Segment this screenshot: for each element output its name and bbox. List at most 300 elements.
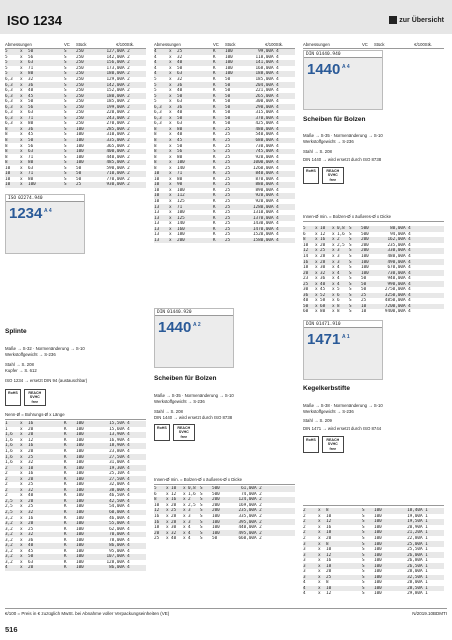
table-cell: 20 [326,536,332,541]
table-cell: 2 [188,497,191,503]
table-cell: 80 [28,71,34,77]
table-cell: 6,3 [154,115,162,121]
table-cell: x [20,493,23,499]
table-cell: 25 [225,237,231,243]
table-cell: 3,2 [5,515,13,521]
table-row [5,465,146,471]
table-cell: S [362,558,365,564]
table-cell: 5 [5,71,8,77]
table-cell: 2 [337,237,340,243]
table-cell: 6,3 [154,110,162,116]
table-cell: x [318,563,321,569]
table-cell: x [20,160,23,166]
table-header: Abmessungen VC Stück €/100Stk. [5,40,146,49]
table-cell: x [315,270,318,276]
table-row [5,554,146,560]
table-cell: A 4 [271,71,279,77]
table-cell: x [20,437,23,443]
table-cell: 32 [177,54,183,60]
table-cell: A 4 [403,259,411,265]
table-cell: 19,50 [407,519,420,525]
table-cell: A 1 [420,580,428,586]
table-row [303,547,444,553]
table-cell: x [315,226,318,232]
table-cell: 8 [154,126,157,132]
table-cell: x [20,460,23,466]
table-cell: 12 [326,552,332,558]
table-row [154,127,295,133]
table-cell: 2,5 [5,504,13,510]
table-row [154,132,295,138]
table-cell: 25 [171,508,177,514]
table-cell: A 2 [254,536,262,542]
material-grade: A 4 [44,208,52,214]
table-cell: 16 [303,259,309,265]
table-row [303,552,444,558]
table-cell: 4 [154,65,157,71]
table-row [154,204,295,210]
table-header: Abmessungen VC Stück €/100Stk. [154,40,295,49]
table-cell: 169,00 [238,502,254,508]
table-cell: S [349,254,352,259]
table-cell: x [169,154,172,160]
table-cell: 880,00 [255,182,271,188]
table-cell: A 4 [271,187,279,193]
table-cell: A 2 [254,525,262,531]
table-cell: 100 [76,543,84,549]
table-cell: A 4 [271,165,279,171]
table-cell: K [213,138,216,144]
table-cell: 2,5 [337,242,345,248]
reach-badge: REACH SVHC free [322,436,344,453]
table-cell: 840,00 [255,171,271,177]
table-row [5,427,146,433]
table-row [5,127,146,133]
table-cell: 250 [76,110,84,116]
table-cell: 18,40 [407,508,420,514]
table-cell: A 1 [420,585,428,591]
table-cell: x [20,443,23,449]
table-cell: K [64,504,67,510]
section-title: Scheiben für Bolzen [154,375,217,382]
table-cell: 100 [361,270,369,276]
din-header: DIN 01440.940 [304,51,382,58]
table-cell: x [20,521,23,527]
table-cell: S [200,508,203,514]
table-cell: 3 [303,541,306,547]
table-cell: K [213,132,216,138]
splinte-table [5,421,146,571]
table-cell: 5 [303,226,306,232]
table-cell: A 4 [271,99,279,105]
din-header: ISO 02274.940 [6,195,84,202]
table-cell: x [169,165,172,171]
table-cell: 13 [154,204,160,210]
table-cell: A 4 [403,309,411,315]
table-cell: A 4 [271,132,279,138]
table-cell: 63 [177,121,183,127]
table-cell: 36 [177,82,183,88]
table-cell: x [166,502,169,508]
table-cell: 5 [5,54,8,60]
table-cell: A 4 [403,303,411,309]
table-cell: 12 [303,248,309,254]
table-cell: 50 [76,165,82,171]
table-cell: K [64,521,67,527]
table-cell: 3 [337,248,340,254]
table-cell: S [64,82,67,88]
table-cell: 50 [361,281,367,287]
table-cell: K [213,237,216,243]
table-cell: 56 [28,54,34,60]
table-row [154,138,295,144]
table-cell: 100 [212,530,220,536]
rohs-badge: RoHS [303,167,319,184]
table-cell: 100 [374,536,382,541]
table-cell: 250 [76,104,84,110]
table-cell: 100 [76,149,84,155]
table-cell: 6,3 [5,82,13,88]
table-cell: 100 [76,554,84,560]
table-cell: S [349,265,352,271]
table-row [5,499,146,505]
table-row [303,514,444,520]
table-cell: 2 [5,476,8,482]
table-cell: A 4 [271,115,279,121]
table-cell: 1280,00 [252,204,271,210]
table-row [5,454,146,460]
table-cell: x [318,585,321,591]
table-cell: 15,50 [109,421,122,427]
table-cell: A 4 [122,460,130,466]
footer-code: N/2019.10BDMTI [412,611,447,616]
table-cell: 1 [5,426,8,432]
table-row [154,227,295,233]
table-cell: 99,00 [258,49,271,55]
table-row [154,188,295,194]
table-cell: 4 [337,265,340,271]
table-cell: 4 [337,276,340,282]
table-cell: A 2 [122,154,130,160]
table-row [5,493,146,499]
table-row [5,488,146,494]
reach-badge: REACH SVHC free [322,167,344,184]
table-cell: A 4 [271,65,279,71]
table-cell: K [213,232,216,238]
table-cell: A 4 [271,199,279,205]
material-grade: A 2 [193,322,201,328]
table-cell: x [318,519,321,525]
table-cell: 32 [177,77,183,82]
table-cell: 62,00 [109,526,122,532]
table-cell: A 1 [420,558,428,564]
table-cell: 100 [225,65,233,71]
table-cell: 8 [154,138,157,144]
table-cell: 94,00 [390,231,403,237]
table-cell: x [20,60,23,66]
table-cell: x [20,121,23,127]
table-cell: A 4 [271,88,279,94]
table-cell: A 4 [122,465,130,471]
table-cell: 18 [326,563,332,569]
table-cell: 221,00 [255,88,271,94]
table-cell: 32,00 [109,482,122,488]
table-cell: 3 [188,519,191,525]
table-cell: A 2 [254,497,262,503]
table-cell: 25 [28,482,34,488]
table-row [5,116,146,122]
table-cell: 4 [303,585,306,591]
table-cell: x [169,99,172,105]
table-cell: S [362,530,365,536]
table-cell: x [315,242,318,248]
table-cell: 3 [303,574,306,580]
table-cell: 185,00 [255,77,271,82]
table-cell: A 1 [420,524,428,530]
table-cell: K [213,99,216,105]
table-cell: 63 [28,60,34,66]
table-cell: x [166,514,169,519]
table-cell: A 2 [122,160,130,166]
table-cell: x [169,115,172,121]
table-cell: 78,00 [109,537,122,543]
table-cell: A 4 [271,176,279,182]
table-cell: A 1 [420,541,428,547]
table-cell: S [362,591,365,597]
table-cell: S [200,519,203,525]
table-row [303,575,444,581]
table-cell: 107,00 [106,554,122,560]
table-cell: x [20,154,23,160]
table-cell: 30 [320,265,326,271]
table-cell: 50 [28,49,34,55]
table-cell: S [64,176,67,182]
table-cell: 100 [374,574,382,580]
table-cell: 100 [374,547,382,553]
table-cell: S [362,574,365,580]
table-row [154,160,295,166]
table-cell: x [332,265,335,271]
table-row [5,149,146,155]
table-cell: A 1 [420,547,428,553]
table-cell: 10 [361,309,367,315]
table-cell: 243,00 [106,115,122,121]
reach-badge: REACH SVHC free [24,389,46,406]
table-cell: S [349,281,352,287]
table-cell: A 4 [122,471,130,477]
table-cell: 74,00 [241,491,254,497]
table-cell: x [332,259,335,265]
table-row [5,521,146,527]
table-cell: x [20,548,23,554]
table-cell: S [200,486,203,492]
table-cell: K [64,482,67,488]
product-number: 1234 [9,205,43,222]
table-cell: A 4 [403,265,411,271]
table-cell: 168,00 [255,65,271,71]
table-cell: x [318,552,321,558]
table-cell: 4 [154,60,157,66]
table-cell: K [64,465,67,471]
table-cell: x [169,110,172,116]
table-cell: A 4 [122,449,130,454]
table-cell: 425,00 [255,121,271,127]
table-row [5,515,146,521]
table-cell: 40 [28,88,34,94]
table-cell: A 4 [271,110,279,116]
table-cell: 235,00 [238,508,254,514]
table-cell: 100 [76,154,84,160]
table-cell: S [362,524,365,530]
table-cell: 2 [303,524,306,530]
table-row [5,60,146,66]
header-bar [0,0,452,34]
table-row [154,177,295,183]
table-cell: x [318,574,321,580]
table-cell: 25 [225,232,231,238]
table-cell: 50 [225,82,231,88]
table-cell: S [362,541,365,547]
table-cell: S [213,149,216,155]
table-cell: S [64,54,67,60]
table-row [5,88,146,94]
table-cell: A 4 [122,426,130,432]
table-cell: S [200,514,203,519]
table-cell: 32 [28,487,34,493]
table-cell: 71 [177,204,183,210]
table-row [5,449,146,455]
table-cell: x [169,138,172,144]
table-cell: x [332,231,335,237]
table-cell: x [332,309,335,315]
table-cell: A 2 [122,182,130,188]
table-row [5,543,146,549]
table-cell: S [362,563,365,569]
table-cell: 310,00 [106,132,122,138]
table-cell: S [362,508,365,514]
table-cell: 100 [76,532,84,538]
table-cell: S [349,292,352,298]
table-cell: 440,00 [106,154,122,160]
table-cell: 25 [28,504,34,510]
table-cell: x [169,149,172,155]
table-cell: 16 [320,237,326,243]
table-row [5,154,146,160]
table-cell: 8 [154,132,157,138]
table-cell: K [213,54,216,60]
table-row [5,160,146,166]
table-cell: 1,6 [5,432,13,438]
table-cell: 3 [303,569,306,575]
table-row [5,443,146,449]
table-cell: 40 [171,536,177,542]
table-cell: S [64,132,67,138]
table-cell: x [169,226,172,232]
table-row [154,165,295,171]
table-cell: 18,90 [109,443,122,449]
table-row [154,210,295,216]
table-cell: x [183,536,186,542]
table-cell: x [166,519,169,525]
table-cell: 16 [28,443,34,449]
table-cell: x [318,513,321,519]
table-row [303,569,444,575]
table-cell: A 4 [271,143,279,149]
table-row [5,182,146,188]
table-row [5,165,146,171]
table-cell: 2 [5,471,8,477]
table-cell: 3250,00 [384,292,403,298]
table-cell: 100 [374,585,382,591]
table-cell: x [183,502,186,508]
table-cell: x [166,508,169,514]
table-row [154,171,295,177]
table-row [154,60,295,66]
table-cell: 680,00 [255,138,271,144]
table-cell: S [349,248,352,254]
table-cell: 40 [177,132,183,138]
table-cell: 46,50 [109,493,122,499]
table-cell: 63 [28,165,34,171]
table-cell: x [20,171,23,177]
section-title: Kegelkerbstifte [303,385,350,392]
table-cell: A 4 [122,554,130,560]
table-cell: x [20,110,23,116]
table-row [154,88,295,94]
table-cell: 480,00 [255,126,271,132]
table-cell: 16 [28,471,34,477]
table-cell: 200 [361,242,369,248]
table-cell: 40 [28,543,34,549]
table-cell: 50 [212,536,218,542]
table-cell: x [20,143,23,149]
table-cell: 490,00 [387,259,403,265]
table-cell: K [213,121,216,127]
table-cell: 1580,00 [252,237,271,243]
table-cell: A 1 [420,530,428,536]
table-cell: x [20,149,23,155]
table-cell: 25,50 [407,547,420,553]
table-cell: K [64,432,67,438]
table-cell: x [183,519,186,525]
table-cell: 5 [5,60,8,66]
table-cell: 13 [154,221,160,227]
table-cell: 60 [303,309,309,315]
table-cell: 890,00 [255,187,271,193]
table-cell: A 4 [271,93,279,99]
table-cell: 6 [337,298,340,304]
table-cell: 142,00 [106,82,122,88]
table-cell: 100 [28,182,36,188]
table-cell: A 4 [403,298,411,304]
table-cell: 80 [320,309,326,315]
reach-badge: REACH SVHC free [173,424,195,441]
table-cell: 8 [5,132,8,138]
table-cell: 16 [326,524,332,530]
table-row [154,77,295,83]
table-cell: 28,50 [407,585,420,591]
table-cell: 1000,00 [252,160,271,166]
overview-link[interactable]: zur Übersicht [389,16,444,24]
table-cell: S [349,231,352,237]
table-cell: 6 [303,231,306,237]
material-grade: A 4 [342,64,350,70]
table-cell: 10 [154,176,160,182]
table-cell: 56 [28,143,34,149]
table-cell: 25,00 [407,541,420,547]
table-cell: 100 [76,559,84,565]
table-cell: A 4 [403,254,411,259]
